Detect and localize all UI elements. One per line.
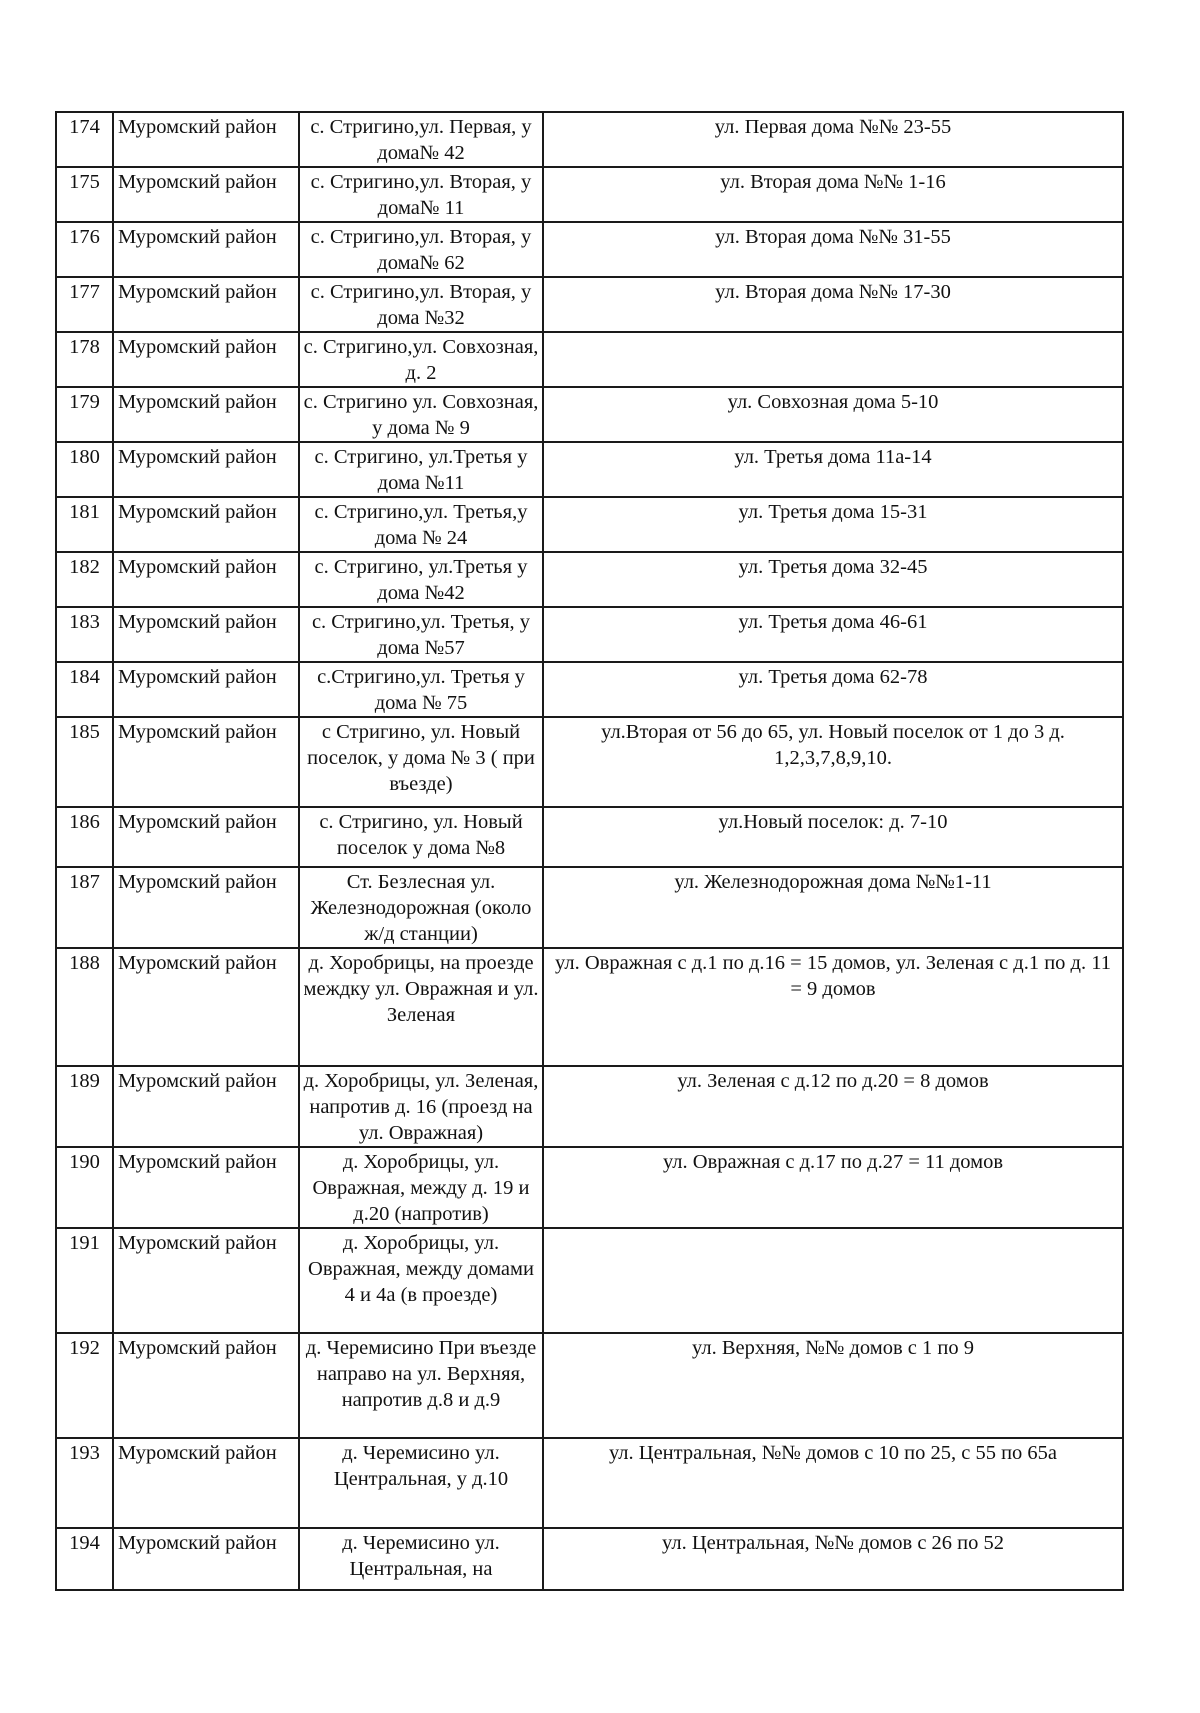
row-district: Муромский район xyxy=(113,1147,299,1228)
row-number: 186 xyxy=(56,807,113,867)
row-district: Муромский район xyxy=(113,662,299,717)
table-row xyxy=(56,222,1123,277)
table-row xyxy=(56,112,1123,167)
row-addresses: ул. Третья дома 62-78 xyxy=(543,662,1123,717)
row-district: Муромский район xyxy=(113,1228,299,1333)
table-row xyxy=(56,1228,1123,1333)
table-row xyxy=(56,332,1123,387)
row-district: Муромский район xyxy=(113,948,299,1066)
row-location: с. Стригино,ул. Совхозная, д. 2 xyxy=(299,332,543,387)
row-addresses: ул. Вторая дома №№ 17-30 xyxy=(543,277,1123,332)
row-addresses xyxy=(543,1228,1123,1333)
row-district: Муромский район xyxy=(113,387,299,442)
table-body xyxy=(56,112,1123,1590)
row-location: с. Стригино,ул. Третья,у дома № 24 xyxy=(299,497,543,552)
row-number: 191 xyxy=(56,1228,113,1333)
row-addresses: ул. Третья дома 32-45 xyxy=(543,552,1123,607)
row-number: 184 xyxy=(56,662,113,717)
row-district: Муромский район xyxy=(113,332,299,387)
row-district: Муромский район xyxy=(113,222,299,277)
row-addresses xyxy=(543,332,1123,387)
row-number: 181 xyxy=(56,497,113,552)
row-district: Муромский район xyxy=(113,442,299,497)
row-district: Муромский район xyxy=(113,167,299,222)
row-number: 178 xyxy=(56,332,113,387)
row-district: Муромский район xyxy=(113,717,299,807)
table-row xyxy=(56,277,1123,332)
row-number: 177 xyxy=(56,277,113,332)
table-row xyxy=(56,442,1123,497)
row-location: с. Стригино, ул.Третья у дома №11 xyxy=(299,442,543,497)
table-row xyxy=(56,387,1123,442)
row-district: Муромский район xyxy=(113,867,299,948)
table-row xyxy=(56,1066,1123,1147)
row-addresses: ул. Железнодорожная дома №№1-11 xyxy=(543,867,1123,948)
row-number: 176 xyxy=(56,222,113,277)
row-number: 180 xyxy=(56,442,113,497)
row-number: 175 xyxy=(56,167,113,222)
document-page xyxy=(55,111,1122,1591)
row-addresses: ул. Овражная с д.17 по д.27 = 11 домов xyxy=(543,1147,1123,1228)
row-number: 174 xyxy=(56,112,113,167)
table-row xyxy=(56,1147,1123,1228)
table-row xyxy=(56,807,1123,867)
row-location: д. Хоробрицы, ул. Зеленая, напротив д. 16 (проезд на ул. Овражная) xyxy=(299,1066,543,1147)
row-addresses: ул. Третья дома 15-31 xyxy=(543,497,1123,552)
row-number: 182 xyxy=(56,552,113,607)
row-addresses: ул.Вторая от 56 до 65, ул. Новый поселок от 1 до 3 д. 1,2,3,7,8,9,10. xyxy=(543,717,1123,807)
row-addresses: ул. Вторая дома №№ 31-55 xyxy=(543,222,1123,277)
row-location: с. Стригино,ул. Первая, у дома№ 42 xyxy=(299,112,543,167)
row-number: 192 xyxy=(56,1333,113,1438)
row-location: с. Стригино,ул. Вторая, у дома№ 11 xyxy=(299,167,543,222)
table-row xyxy=(56,662,1123,717)
row-location: д. Хоробрицы, ул. Овражная, между д. 19 и д.20 (напротив) xyxy=(299,1147,543,1228)
row-location: с.Стригино,ул. Третья у дома № 75 xyxy=(299,662,543,717)
row-number: 190 xyxy=(56,1147,113,1228)
row-location: с. Стригино ул. Совхозная, у дома № 9 xyxy=(299,387,543,442)
row-number: 189 xyxy=(56,1066,113,1147)
table-row xyxy=(56,497,1123,552)
row-district: Муромский район xyxy=(113,1438,299,1528)
row-location: д. Черемисино При въезде направо на ул. Верхняя, напротив д.8 и д.9 xyxy=(299,1333,543,1438)
table-row xyxy=(56,717,1123,807)
row-number: 188 xyxy=(56,948,113,1066)
row-location: д. Черемисино ул. Центральная, на xyxy=(299,1528,543,1590)
table-row xyxy=(56,948,1123,1066)
table-row xyxy=(56,167,1123,222)
row-number: 193 xyxy=(56,1438,113,1528)
row-location: д. Хоробрицы, ул. Овражная, между домами 4 и 4а (в проезде) xyxy=(299,1228,543,1333)
row-location: Ст. Безлесная ул. Железнодорожная (около ж/д станции) xyxy=(299,867,543,948)
row-location: с. Стригино,ул. Третья, у дома №57 xyxy=(299,607,543,662)
row-addresses: ул. Зеленая с д.12 по д.20 = 8 домов xyxy=(543,1066,1123,1147)
row-number: 183 xyxy=(56,607,113,662)
row-addresses: ул. Вторая дома №№ 1-16 xyxy=(543,167,1123,222)
table-row xyxy=(56,607,1123,662)
address-table xyxy=(55,111,1124,1591)
row-addresses: ул. Овражная с д.1 по д.16 = 15 домов, ул. Зеленая с д.1 по д. 11 = 9 домов xyxy=(543,948,1123,1066)
row-addresses: ул. Верхняя, №№ домов с 1 по 9 xyxy=(543,1333,1123,1438)
row-number: 179 xyxy=(56,387,113,442)
row-district: Муромский район xyxy=(113,277,299,332)
row-district: Муромский район xyxy=(113,1066,299,1147)
row-addresses: ул. Первая дома №№ 23-55 xyxy=(543,112,1123,167)
row-addresses: ул. Совхозная дома 5-10 xyxy=(543,387,1123,442)
row-district: Муромский район xyxy=(113,807,299,867)
table-row xyxy=(56,1438,1123,1528)
table-row xyxy=(56,867,1123,948)
table-row xyxy=(56,1333,1123,1438)
row-addresses: ул. Третья дома 46-61 xyxy=(543,607,1123,662)
row-location: д. Черемисино ул. Центральная, у д.10 xyxy=(299,1438,543,1528)
row-addresses: ул. Центральная, №№ домов с 10 по 25, с 55 по 65а xyxy=(543,1438,1123,1528)
row-district: Муромский район xyxy=(113,497,299,552)
row-addresses: ул. Центральная, №№ домов с 26 по 52 xyxy=(543,1528,1123,1590)
table-row xyxy=(56,552,1123,607)
table-row xyxy=(56,1528,1123,1590)
row-district: Муромский район xyxy=(113,1333,299,1438)
row-addresses: ул.Новый поселок: д. 7-10 xyxy=(543,807,1123,867)
row-district: Муромский район xyxy=(113,552,299,607)
row-district: Муромский район xyxy=(113,607,299,662)
row-location: с. Стригино,ул. Вторая, у дома№ 62 xyxy=(299,222,543,277)
row-location: с Стригино, ул. Новый поселок, у дома № 3 ( при въезде) xyxy=(299,717,543,807)
row-number: 185 xyxy=(56,717,113,807)
row-district: Муромский район xyxy=(113,1528,299,1590)
row-number: 187 xyxy=(56,867,113,948)
row-number: 194 xyxy=(56,1528,113,1590)
row-location: с. Стригино,ул. Вторая, у дома №32 xyxy=(299,277,543,332)
row-addresses: ул. Третья дома 11а-14 xyxy=(543,442,1123,497)
row-location: с. Стригино, ул. Новый поселок у дома №8 xyxy=(299,807,543,867)
row-district: Муромский район xyxy=(113,112,299,167)
row-location: с. Стригино, ул.Третья у дома №42 xyxy=(299,552,543,607)
row-location: д. Хоробрицы, на проезде междку ул. Овражная и ул. Зеленая xyxy=(299,948,543,1066)
